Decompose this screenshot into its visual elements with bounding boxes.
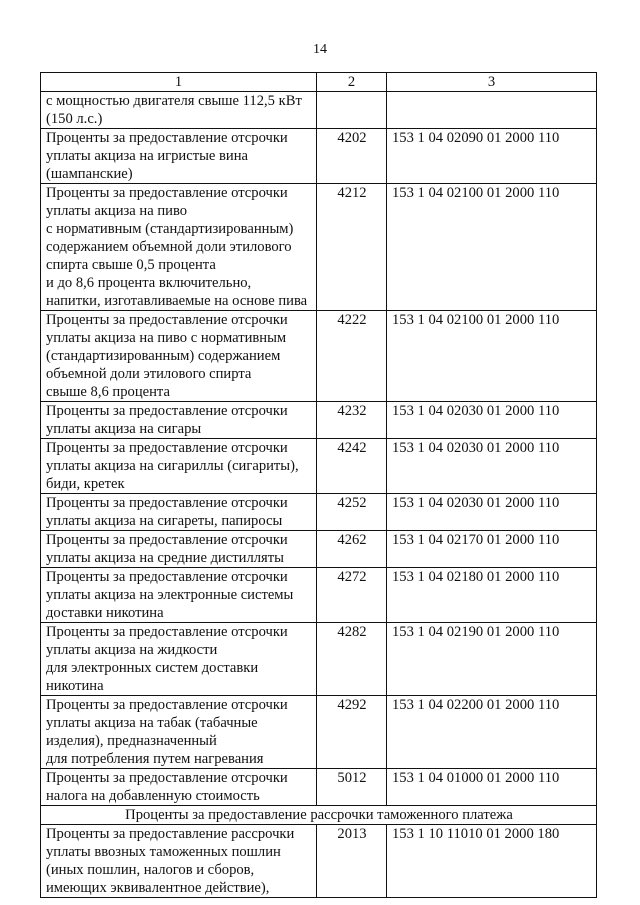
row-description bbox=[41, 568, 317, 623]
table-row bbox=[41, 129, 597, 184]
description-line: спирта свыше 0,5 процента bbox=[46, 257, 216, 273]
row-code: 4242 bbox=[317, 439, 387, 494]
row-kbk: 153 1 04 02180 01 2000 110 bbox=[387, 568, 597, 623]
description-line: свыше 8,6 процента bbox=[46, 384, 170, 400]
table-row bbox=[41, 696, 597, 769]
row-description bbox=[41, 769, 317, 806]
description-line: уплаты ввозных таможенных пошлин bbox=[46, 844, 281, 860]
table-row bbox=[41, 531, 597, 568]
row-description bbox=[41, 825, 317, 898]
section-body bbox=[41, 806, 597, 825]
row-code: 4212 bbox=[317, 184, 387, 311]
description-line: Проценты за предоставление отсрочки bbox=[46, 495, 288, 511]
description-line: содержанием объемной доли этилового bbox=[46, 239, 292, 255]
row-description bbox=[41, 129, 317, 184]
description-line: никотина bbox=[46, 678, 104, 694]
row-code: 4232 bbox=[317, 402, 387, 439]
table-row bbox=[41, 769, 597, 806]
description-line: уплаты акциза на пиво bbox=[46, 203, 188, 219]
description-line: Проценты за предоставление отсрочки bbox=[46, 624, 288, 640]
description-line: уплаты акциза на табак (табачные bbox=[46, 715, 258, 731]
page-number: 14 bbox=[313, 42, 327, 57]
row-code: 4282 bbox=[317, 623, 387, 696]
row-kbk bbox=[387, 92, 597, 129]
description-line: имеющих эквивалентное действие), bbox=[46, 880, 270, 896]
description-line: (150 л.с.) bbox=[46, 111, 103, 127]
table-body bbox=[41, 92, 597, 806]
description-line: уплаты акциза на средние дистилляты bbox=[46, 550, 284, 566]
row-code: 5012 bbox=[317, 769, 387, 806]
table-row bbox=[41, 92, 597, 129]
row-kbk: 153 1 04 01000 01 2000 110 bbox=[387, 769, 597, 806]
description-line: уплаты акциза на электронные системы bbox=[46, 587, 294, 603]
description-line: уплаты акциза на игристые вина bbox=[46, 148, 249, 164]
row-kbk: 153 1 04 02030 01 2000 110 bbox=[387, 402, 597, 439]
description-line: доставки никотина bbox=[46, 605, 164, 621]
description-line: Проценты за предоставление отсрочки bbox=[46, 403, 288, 419]
description-line: Проценты за предоставление рассрочки bbox=[46, 826, 295, 842]
description-line: уплаты акциза на сигары bbox=[46, 421, 202, 437]
table-row bbox=[41, 825, 597, 898]
row-kbk: 153 1 10 11010 01 2000 180 bbox=[387, 825, 597, 898]
description-line: Проценты за предоставление отсрочки bbox=[46, 130, 288, 146]
table-row bbox=[41, 623, 597, 696]
row-description bbox=[41, 494, 317, 531]
row-description bbox=[41, 696, 317, 769]
row-code: 4292 bbox=[317, 696, 387, 769]
table-row bbox=[41, 184, 597, 311]
description-line: Проценты за предоставление отсрочки bbox=[46, 697, 288, 713]
description-line: Проценты за предоставление отсрочки bbox=[46, 185, 288, 201]
row-description bbox=[41, 439, 317, 494]
row-code: 2013 bbox=[317, 825, 387, 898]
description-line: налога на добавленную стоимость bbox=[46, 788, 260, 804]
row-kbk: 153 1 04 02030 01 2000 110 bbox=[387, 494, 597, 531]
row-description bbox=[41, 402, 317, 439]
table-header-row bbox=[41, 73, 597, 92]
description-line: с нормативным (стандартизированным) bbox=[46, 221, 294, 237]
row-description bbox=[41, 531, 317, 568]
column-header: 2 bbox=[317, 73, 387, 92]
section-title: Проценты за предоставление рассрочки таможенного платежа bbox=[41, 806, 597, 825]
description-line: с мощностью двигателя свыше 112,5 кВт bbox=[46, 93, 302, 109]
description-line: (стандартизированным) содержанием bbox=[46, 348, 281, 364]
description-line: Проценты за предоставление отсрочки bbox=[46, 440, 288, 456]
row-description bbox=[41, 623, 317, 696]
payment-codes-table bbox=[40, 72, 597, 898]
description-line: уплаты акциза на сигареты, папиросы bbox=[46, 513, 283, 529]
description-line: уплаты акциза на сигариллы (сигариты), bbox=[46, 458, 299, 474]
row-code: 4262 bbox=[317, 531, 387, 568]
description-line: уплаты акциза на пиво с нормативным bbox=[46, 330, 287, 346]
row-code: 4252 bbox=[317, 494, 387, 531]
table-row bbox=[41, 568, 597, 623]
row-code: 4222 bbox=[317, 311, 387, 402]
row-kbk: 153 1 04 02170 01 2000 110 bbox=[387, 531, 597, 568]
description-line: для электронных систем доставки bbox=[46, 660, 259, 676]
description-line: для потребления путем нагревания bbox=[46, 751, 264, 767]
table-row bbox=[41, 311, 597, 402]
row-description bbox=[41, 311, 317, 402]
row-kbk: 153 1 04 02090 01 2000 110 bbox=[387, 129, 597, 184]
description-line: (шампанские) bbox=[46, 166, 133, 182]
description-line: уплаты акциза на жидкости bbox=[46, 642, 218, 658]
section-row bbox=[41, 806, 597, 825]
row-description bbox=[41, 184, 317, 311]
description-line: и до 8,6 процента включительно, bbox=[46, 275, 252, 291]
description-line: Проценты за предоставление отсрочки bbox=[46, 532, 288, 548]
description-line: объемной доли этилового спирта bbox=[46, 366, 252, 382]
row-kbk: 153 1 04 02200 01 2000 110 bbox=[387, 696, 597, 769]
row-description bbox=[41, 92, 317, 129]
row-kbk: 153 1 04 02100 01 2000 110 bbox=[387, 311, 597, 402]
description-line: (иных пошлин, налогов и сборов, bbox=[46, 862, 255, 878]
table-body bbox=[41, 825, 597, 898]
description-line: изделия), предназначенный bbox=[46, 733, 217, 749]
row-kbk: 153 1 04 02100 01 2000 110 bbox=[387, 184, 597, 311]
description-line: биди, кретек bbox=[46, 476, 125, 492]
row-code: 4272 bbox=[317, 568, 387, 623]
description-line: Проценты за предоставление отсрочки bbox=[46, 569, 288, 585]
description-line: Проценты за предоставление отсрочки bbox=[46, 312, 288, 328]
row-code: 4202 bbox=[317, 129, 387, 184]
row-code bbox=[317, 92, 387, 129]
description-line: Проценты за предоставление отсрочки bbox=[46, 770, 288, 786]
row-kbk: 153 1 04 02030 01 2000 110 bbox=[387, 439, 597, 494]
column-header: 1 bbox=[41, 73, 317, 92]
row-kbk: 153 1 04 02190 01 2000 110 bbox=[387, 623, 597, 696]
column-header: 3 bbox=[387, 73, 597, 92]
description-line: напитки, изготавливаемые на основе пива bbox=[46, 293, 308, 309]
table-row bbox=[41, 439, 597, 494]
table-row bbox=[41, 402, 597, 439]
table-row bbox=[41, 494, 597, 531]
